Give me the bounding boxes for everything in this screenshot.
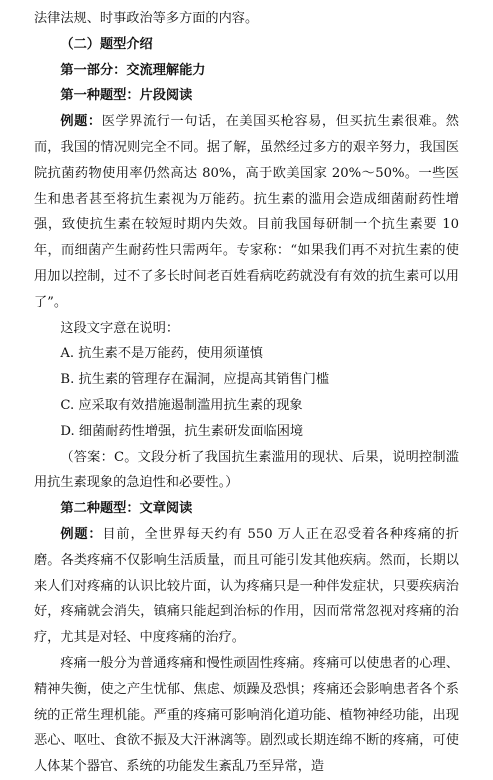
question-type-1-heading: 第一种题型：片段阅读 bbox=[60, 88, 193, 104]
intro-paragraph-tail: 法律法规、时事政治等多方面的内容。 bbox=[34, 11, 259, 26]
option-c: C. 应采取有效措施遏制滥用抗生素的现象 bbox=[60, 397, 303, 413]
example-2-label: 例题： bbox=[60, 526, 103, 542]
part-heading: 第一部分：交流理解能力 bbox=[60, 62, 206, 78]
example-1-body: 医学界流行一句话，在美国买枪容易，但买抗生素很难。然而，我国的情况则完全不同。据了解，虽然经过多方的艰辛努力，我国医院抗菌药物使用率仍然高达 80%，高于欧美国家 20%～50%。一些医生和患者甚至将抗生素视为万能药。抗生素的滥用会造成细菌耐药性增强，致使抗生素在较短时期内失效。目前我国每研制一个抗生素要 10 年，而细菌产生耐药性只需两年。专家称：“如果我们再不对抗生素的使用加以控制，过不了多长时间老百姓看病吃药就没有有效的抗生素可以用了”。 bbox=[34, 114, 459, 310]
option-a: A. 抗生素不是万能药，使用须谨慎 bbox=[60, 346, 263, 362]
example-2-paragraph bbox=[34, 522, 459, 651]
example-1-paragraph bbox=[34, 109, 459, 315]
answer-1-explanation: （答案：C。文段分析了我国抗生素滥用的现状、后果，说明控制滥用抗生素现象的急迫性和必要性。） bbox=[34, 449, 459, 491]
option-b: B. 抗生素的管理存在漏洞，应提高其销售门槛 bbox=[60, 372, 330, 388]
example-1-label: 例题： bbox=[60, 114, 102, 130]
option-d: D. 细菌耐药性增强，抗生素研发面临困境 bbox=[60, 423, 304, 439]
example-2-second-paragraph: 疼痛一般分为普通疼痛和慢性顽固性疼痛。疼痛可以使患者的心理、精神失衡，使之产生忧郁、焦虑、烦躁及恐惧；疼痛还会影响患者各个系统的正常生理机能。严重的疼痛可影响消化道功能、植物神经功能，出现恶心、呕吐、食欲不振及大汗淋漓等。剧烈或长期连绵不断的疼痛，可使人体某个器官、系统的功能发生紊乱乃至异常，造 bbox=[34, 655, 459, 775]
question-1-stem: 这段文字意在说明： bbox=[60, 320, 180, 336]
example-2-body: 目前，全世界每天约有 550 万人正在忍受着各种疼痛的折磨。各类疼痛不仅影响生活质量，而且可能引发其他疾病。然而，长期以来人们对疼痛的认识比较片面，认为疼痛只是一种伴发症状，只要疾病治好，疼痛就会消失，镇痛只能起到治标的作用，因而常常忽视对疼痛的治疗，尤其是对轻、中度疼痛的治疗。 bbox=[34, 526, 459, 646]
question-type-2-heading: 第二种题型：文章阅读 bbox=[60, 501, 193, 517]
section-heading: （二）题型介绍 bbox=[60, 36, 153, 52]
